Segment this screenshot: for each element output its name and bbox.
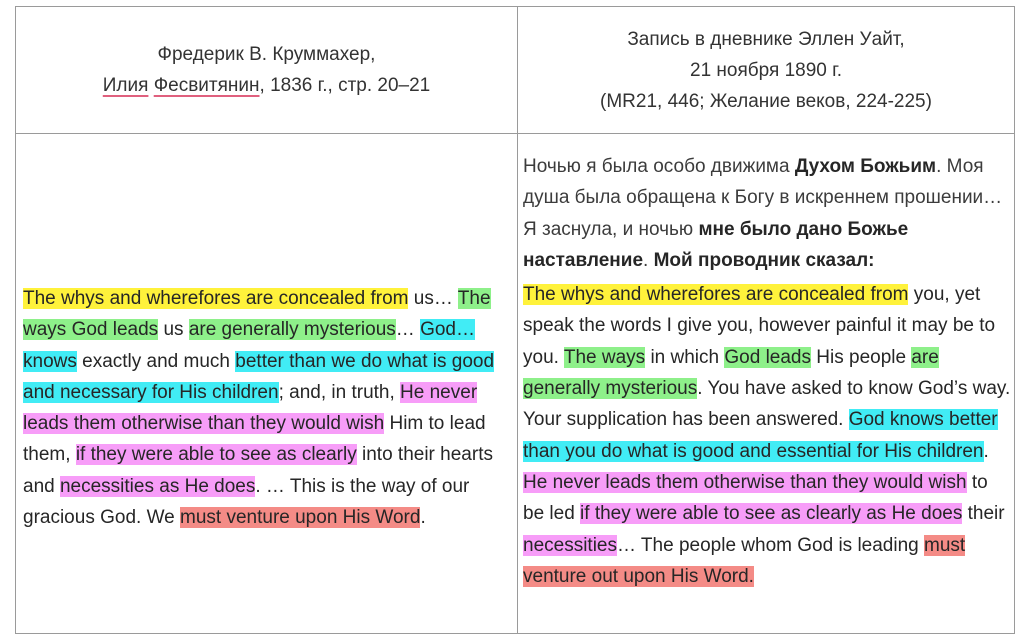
plain-text: us <box>158 319 189 341</box>
plain-text: their <box>962 503 1005 525</box>
bold-text: Духом Божьим <box>794 156 937 177</box>
hl-magenta: if they were able to see as clearly as He does <box>580 503 963 525</box>
plain-text: Ночью я была особо движима <box>523 156 795 177</box>
plain-text: Him to lead them, <box>23 413 486 466</box>
header-divider <box>16 133 1014 134</box>
author-name-word1: Илия <box>102 75 149 96</box>
plain-text: to be led <box>523 471 988 525</box>
plain-text: you, yet speak the words I give you, however painful it may be to you. <box>523 284 996 368</box>
header-left-rest: , 1836 г., стр. 20–21 <box>259 75 431 96</box>
hl-yellow: The whys and wherefores are concealed from <box>523 284 909 306</box>
plain-text: . You have asked to know God’s way. Your supplication has been answered. <box>523 378 1011 431</box>
hl-magenta: necessities <box>523 534 617 556</box>
hl-red: must venture out upon His Word. <box>523 534 966 587</box>
plain-text: … <box>395 319 421 341</box>
bold-text: Мой проводник сказал: <box>653 249 875 271</box>
hl-cyan: better than we do what is good and necessary for His children <box>23 350 495 403</box>
header-right-line1: Запись в дневнике Эллен Уайт, <box>627 28 905 50</box>
plain-text: His people <box>811 346 912 368</box>
left-quote-paragraph <box>23 283 511 533</box>
plain-text: . <box>643 249 654 271</box>
header-right-line3: (MR21, 446; Желание веков, 224-225) <box>600 90 932 112</box>
hl-green: God leads <box>724 346 811 368</box>
plain-text: … The people whom God is leading <box>617 534 924 556</box>
hl-green: The ways God leads <box>23 288 491 341</box>
plain-text: . <box>420 507 426 529</box>
hl-yellow: The whys and wherefores are concealed from <box>23 288 409 309</box>
author-name-word2: Фесвитянин <box>153 75 260 96</box>
bold-text: мне было дано Божье наставление <box>523 218 909 271</box>
header-right-cell <box>518 7 1014 133</box>
plain-text: exactly and much <box>76 350 236 372</box>
plain-text: us… <box>408 288 458 309</box>
hl-magenta: He never leads them otherwise than they would wish <box>523 471 967 493</box>
plain-text: . <box>983 440 989 462</box>
plain-text: . Моя душа была обращена к Богу в искреннем прошении… Я заснула, и ночью <box>523 156 1003 240</box>
plain-text: into their hearts and <box>23 444 493 497</box>
hl-green: are generally mysterious <box>188 319 396 341</box>
header-left-cell <box>16 7 517 133</box>
hl-cyan: God…knows <box>23 319 475 372</box>
plain-text: ; and, in truth, <box>278 381 401 403</box>
hl-magenta: if they were able to see as clearly <box>75 444 357 466</box>
diary-intro-paragraph <box>523 151 1013 276</box>
comparison-table <box>15 6 1015 634</box>
hl-magenta: He never leads them otherwise than they would wish <box>23 381 478 435</box>
header-left-line2 <box>103 70 430 101</box>
left-body-cell <box>23 283 511 533</box>
header-right-line2: 21 ноября 1890 г. <box>690 59 842 81</box>
hl-green: are generally mysterious <box>523 346 939 400</box>
header-left-line1: Фредерик В. Круммахер, <box>157 44 376 65</box>
right-quote-paragraph <box>523 279 1013 592</box>
hl-magenta: necessities as He does <box>59 475 256 497</box>
hl-green: The ways <box>563 346 646 368</box>
plain-text: . … This is the way of our gracious God. We <box>23 475 470 529</box>
hl-cyan: God knows better than you do what is good and essential for His children <box>523 409 998 462</box>
plain-text: in which <box>645 346 725 368</box>
hl-red: must venture upon His Word <box>180 507 421 529</box>
right-body-cell <box>523 151 1013 592</box>
